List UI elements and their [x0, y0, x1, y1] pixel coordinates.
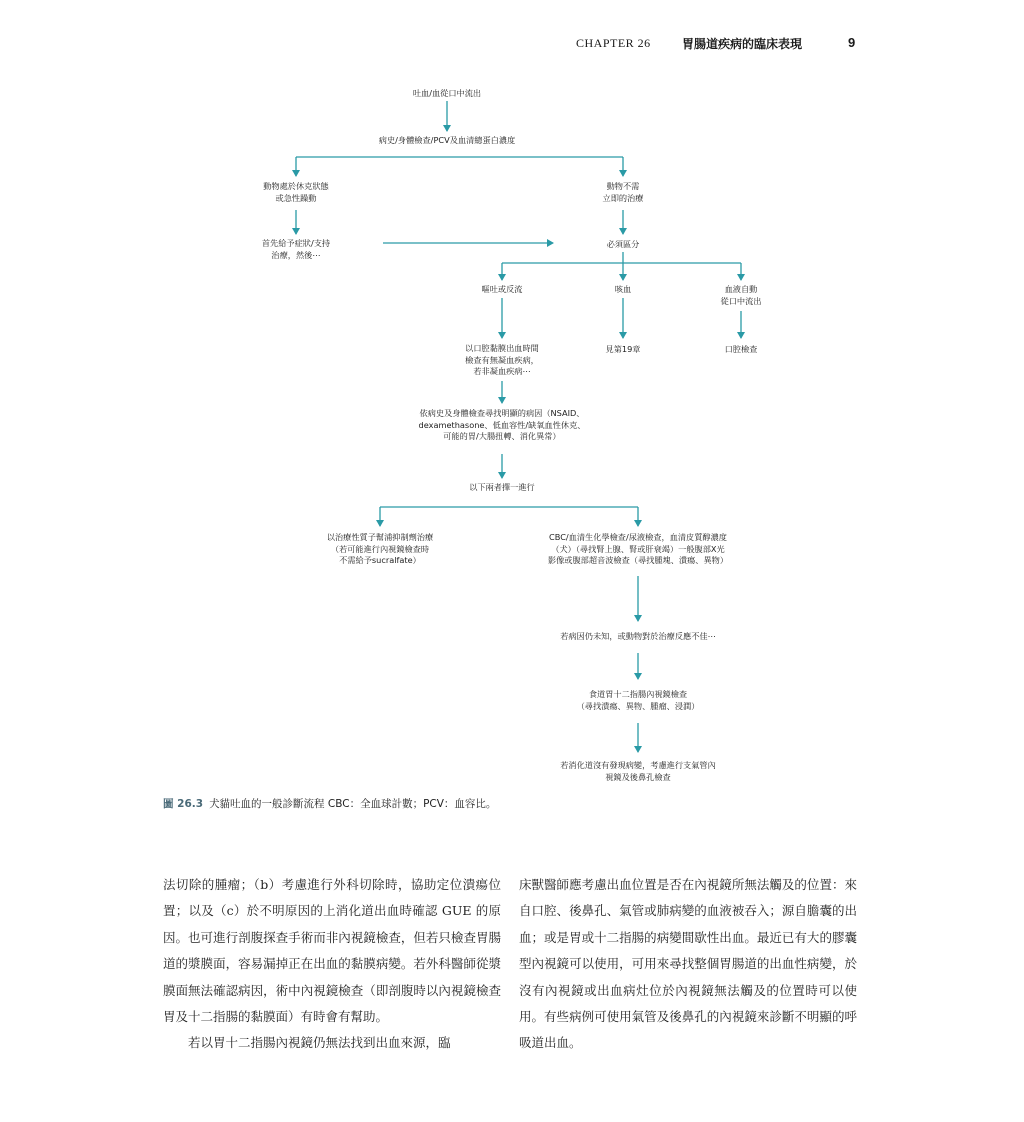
flow-node-lab-imaging: CBC/血清生化學檢查/尿液檢查，血清皮質醇濃度 （犬）（尋找腎上腺、腎或肝衰竭）一般腹部X光 影像或腹部超音波檢查（尋找腫塊、潰瘍、異物） [547, 532, 729, 565]
flow-node-hematemesis: 吐血/血從口中流出 [412, 88, 482, 98]
flow-node-hemoptysis: 咳血 [614, 284, 632, 294]
figure-label: 圖 26.3 [163, 798, 204, 810]
flow-node-ppi-treatment: 以治療性質子幫浦抑制劑治療 （若可能進行內視鏡檢查時 不需給予sucralfate） [326, 532, 434, 565]
flow-node-differentiate: 必須區分 [606, 239, 640, 249]
body-paragraph: 若以胃十二指腸內視鏡仍無法找到出血來源，臨 [188, 1035, 451, 1051]
chapter-title: 胃腸道疾病的臨床表現 [682, 37, 803, 51]
body-column-left [163, 872, 501, 1057]
flow-node-choose-one: 以下兩者擇一進行 [469, 482, 535, 492]
flow-node-no-immediate-treatment: 動物不需 立即的治療 [602, 181, 644, 203]
page-number: 9 [848, 35, 856, 50]
flow-node-bleeding-time: 以口腔黏膜出血時間 檢查有無凝血疾病， 若非凝血疾病⋯ [465, 343, 539, 376]
body-paragraph: 法切除的腫瘤；（b）考慮進行外科切除時，協助定位潰瘍位置；以及（c）於不明原因的上消化道出血時確認 GUE 的原因。也可進行剖腹探查手術而非內視鏡檢查，但若只檢查胃腸道的漿膜面，容易漏掉正在出血的黏膜病變。若外科醫師從漿膜面無法確認病因，術中內視鏡檢查（即剖腹時以內視鏡檢查胃及十二指腸的黏膜面）有時會有幫助。 [163, 877, 501, 1025]
figure-caption-text: 犬貓吐血的一般診斷流程 CBC：全血球計數；PCV：血容比。 [209, 798, 497, 810]
flow-node-oral-exam: 口腔檢查 [724, 344, 758, 354]
flow-node-bronchoscopy: 若消化道沒有發現病變，考慮進行支氣管內 視鏡及後鼻孔檢查 [560, 760, 716, 782]
flow-node-history-exam: 病史/身體檢查/PCV及血清總蛋白濃度 [378, 135, 516, 145]
flow-node-endoscopy: 食道胃十二指腸內視鏡檢查 （尋找潰瘍、異物、腫瘤、浸潤） [576, 689, 700, 711]
figure-caption [163, 796, 496, 811]
body-column-right [519, 872, 857, 1057]
body-paragraph: 床獸醫師應考慮出血位置是否在內視鏡所無法觸及的位置：來自口腔、後鼻孔、氣管或肺病變的血液被吞入；源自膽囊的出血；或是胃或十二指腸的病變間歇性出血。最近已有大的膠囊型內視鏡可以使用，可用來尋找整個胃腸道的出血性病變，於沒有內視鏡或出血病灶位於內視鏡無法觸及的位置時可以使用。有些病例可使用氣管及後鼻孔的內視鏡來診斷不明顯的呼吸道出血。 [519, 877, 857, 1051]
flow-node-oral-bleeding: 血液自動 從口中流出 [720, 284, 762, 306]
chapter-label: CHAPTER 26 [576, 36, 651, 50]
flow-node-shock: 動物處於休克狀態 或急性躁動 [263, 181, 329, 203]
flow-node-see-chapter-19: 見第19章 [605, 344, 641, 354]
flow-node-obvious-cause: 依病史及身體檢查尋找明顯的病因（NSAID、 dexamethasone、低血容性/缺氧血性休克、 可能的胃/大腸扭轉、消化異常） [418, 408, 586, 441]
flow-node-cause-unknown: 若病因仍未知，或動物對於治療反應不佳⋯ [560, 631, 716, 641]
flow-node-vomit-regurgitate: 嘔吐或反流 [481, 284, 523, 294]
flow-node-supportive-treatment: 首先給予症狀/支持 治療，然後⋯ [261, 238, 331, 260]
